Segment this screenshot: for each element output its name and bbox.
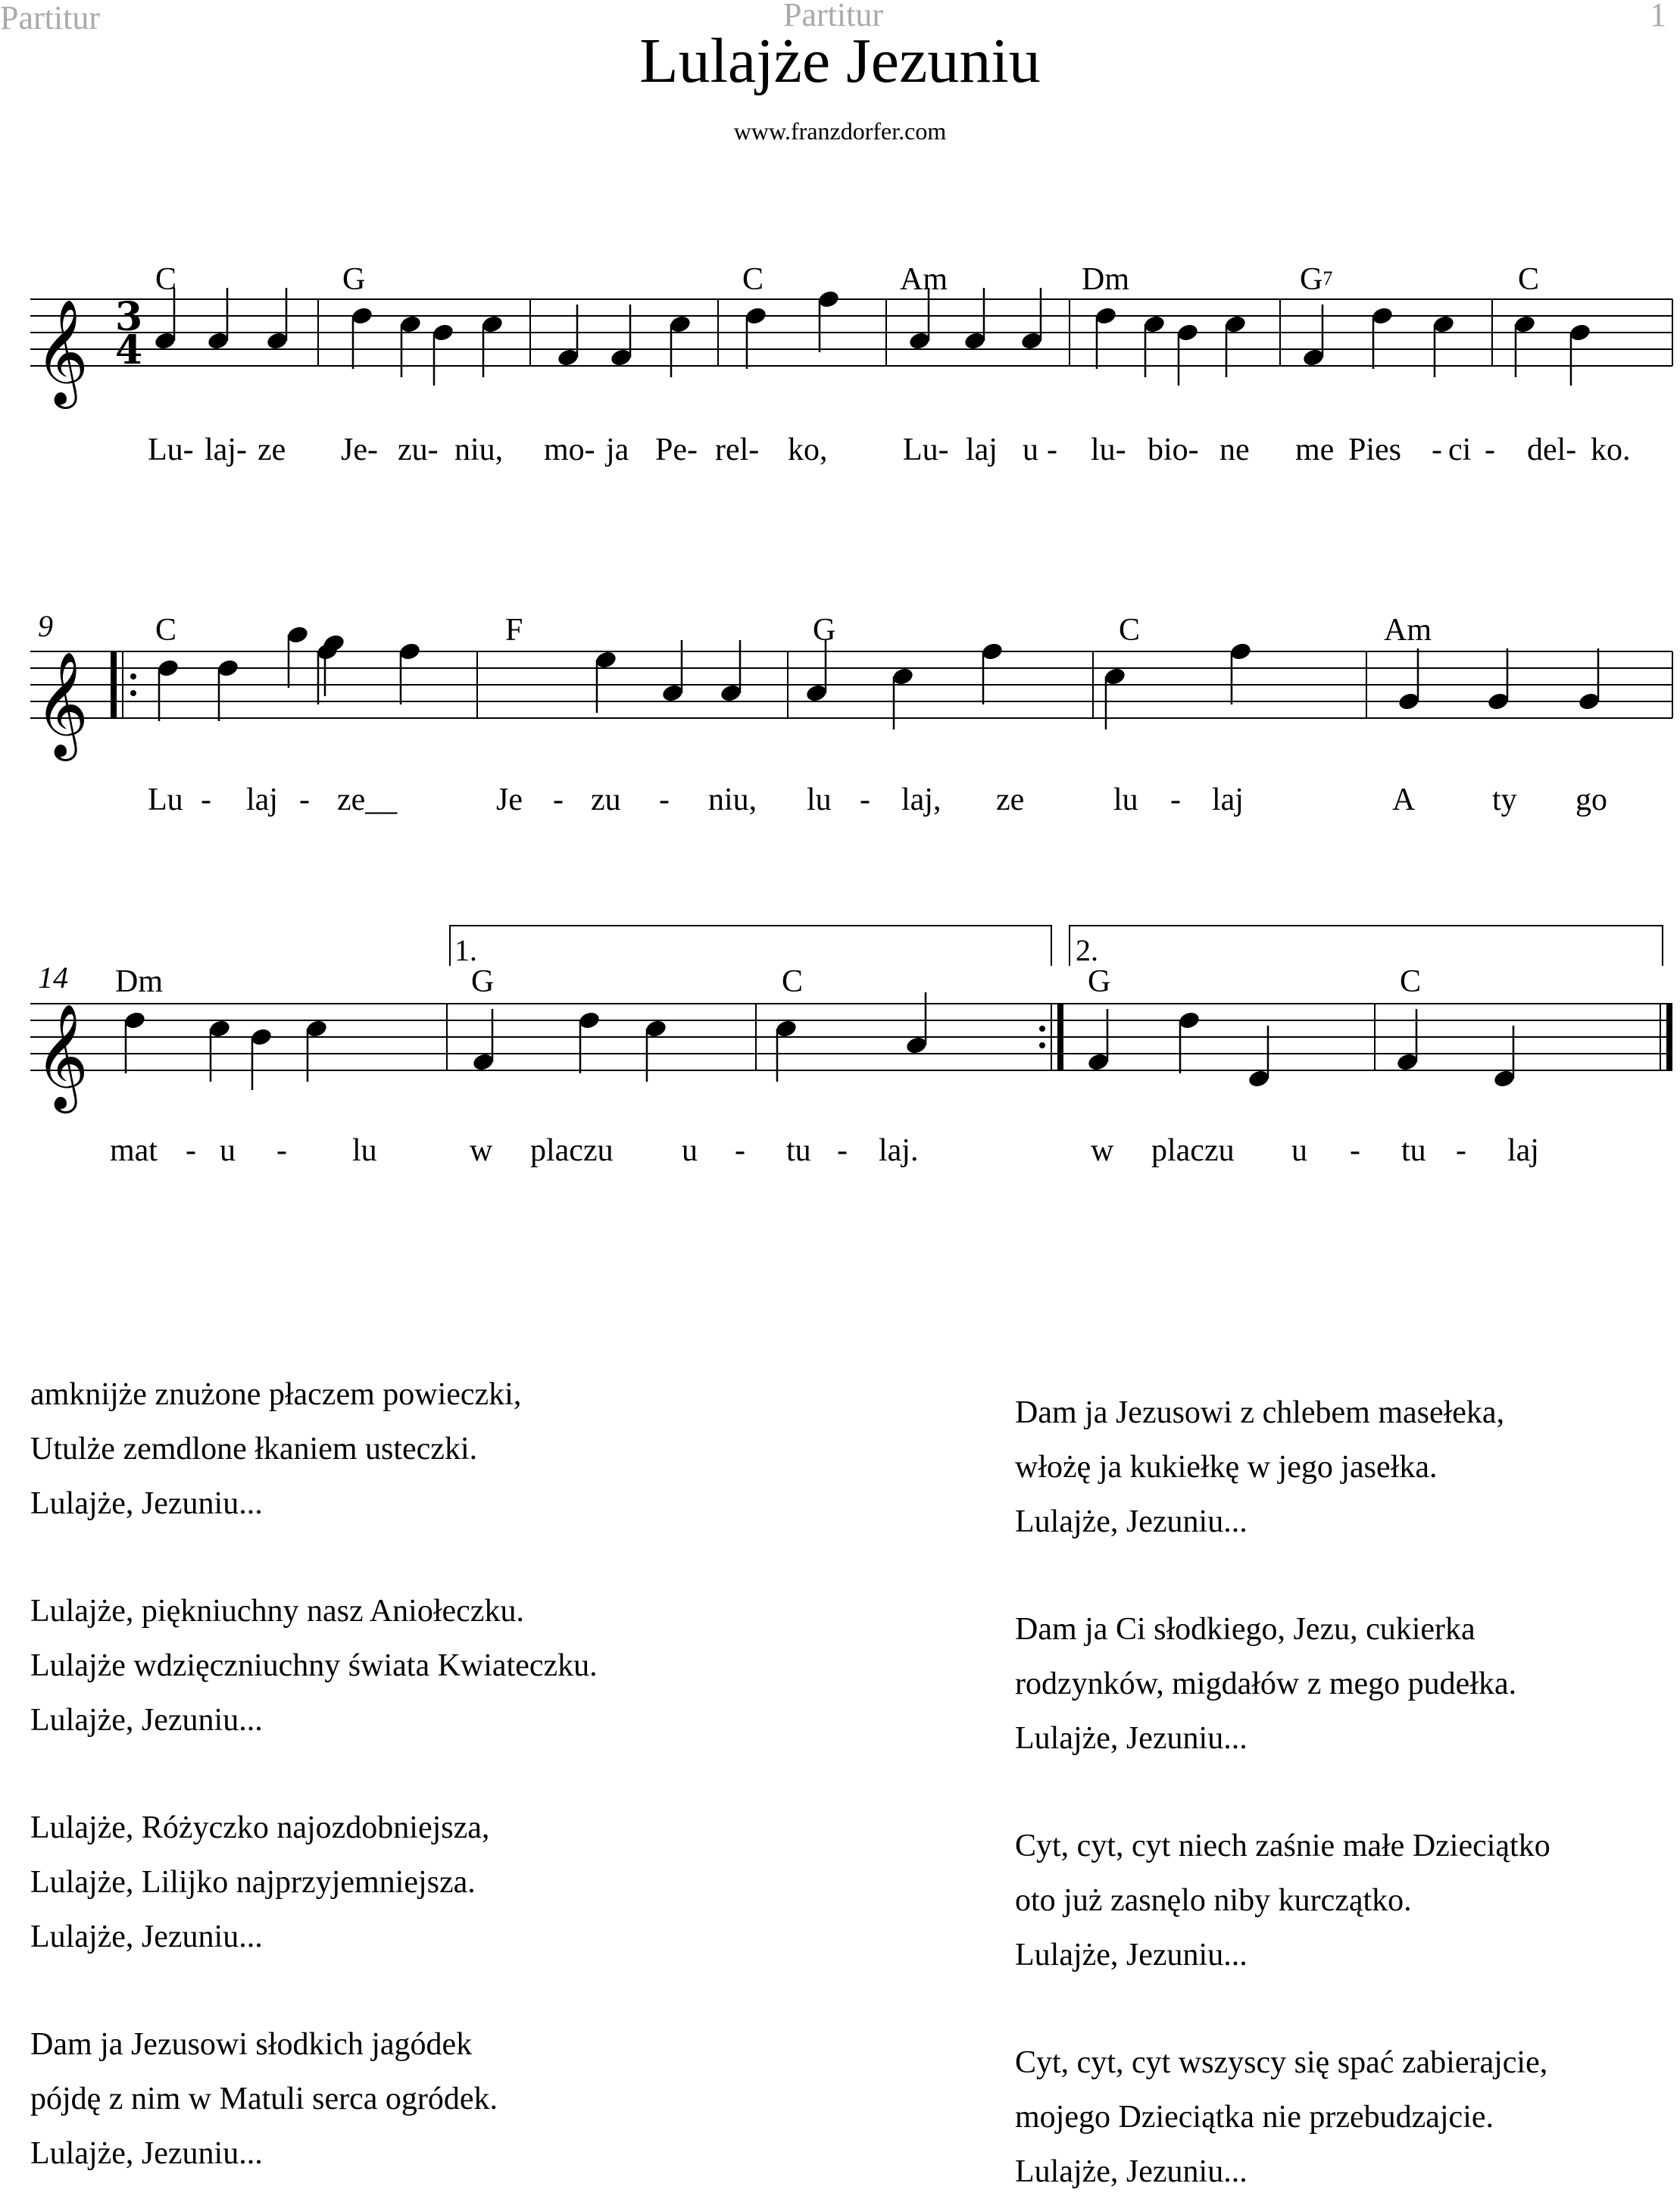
lyric-syllable: - [299, 782, 310, 817]
lyric-syllable: - [186, 1133, 196, 1168]
verse-line: Dam ja Jezusowi z chlebem masełeka, [1015, 1395, 1505, 1430]
lyric-syllable: - [1432, 433, 1442, 467]
lyric-syllable: - [201, 782, 211, 817]
verse-line: Lulajże, Jezuniu... [30, 1919, 263, 1954]
chord-symbol [1518, 261, 1539, 298]
lyric-syllable: - [735, 1133, 745, 1168]
chord-symbol [1300, 261, 1332, 298]
volta-label-2: 2. [1076, 933, 1098, 967]
lyric-syllable: - [837, 1133, 848, 1168]
chord-root: G [1300, 262, 1323, 297]
chord-root: C [782, 964, 804, 999]
verse-stanza [1015, 1602, 1680, 1766]
lyric-syllable: ko, [788, 433, 828, 467]
lyric-syllable: laj [966, 433, 998, 467]
verse-stanza [30, 2017, 863, 2181]
header-left-label: Partitur [0, 0, 100, 36]
verse-line: włożę ja kukiełkę w jego jasełka. [1015, 1450, 1438, 1485]
lyric-syllable: ci [1448, 433, 1472, 467]
chord-symbol [782, 964, 803, 1000]
chord-symbol [342, 261, 365, 298]
chord-root: Am [1384, 613, 1432, 648]
lyric-syllable: zu [591, 782, 621, 817]
lyric-syllable: - [1170, 782, 1181, 817]
time-signature-bottom: 4 [115, 327, 143, 373]
chord-root: C [1400, 964, 1422, 999]
verses-left-column [30, 1367, 863, 2181]
treble-clef-icon: 𝄞 [35, 299, 89, 405]
verse-line: Cyt, cyt, cyt wszyscy się spać zabierajcie, [1015, 2045, 1548, 2080]
verse-stanza [30, 1367, 863, 1531]
verse-gap [30, 1748, 863, 1801]
verse-line: Dam ja Jezusowi słodkich jagódek [30, 2027, 473, 2062]
verse-stanza [1015, 2035, 1680, 2199]
lyric-syllable: Lu [148, 782, 183, 817]
verse-gap [1015, 1766, 1680, 1819]
lyric-syllable: A [1392, 782, 1416, 817]
chord-symbol [900, 261, 948, 298]
lyric-syllable: placzu [1151, 1133, 1235, 1168]
lyric-syllable: ko. [1591, 433, 1631, 467]
repeat-dot [130, 690, 136, 696]
lyric-syllable: del- [1527, 433, 1577, 467]
verse-line: Lulajże, piękniuchny nasz Aniołeczku. [30, 1594, 524, 1629]
treble-clef-icon: 𝄞 [35, 1004, 89, 1109]
lyric-syllable: w [470, 1133, 493, 1168]
lyric-syllable: zu- [398, 433, 439, 467]
lyric-syllable: - [860, 782, 870, 817]
lyric-syllable: Lu- [148, 433, 194, 467]
lyric-syllable: Pies [1348, 433, 1402, 467]
verse-gap [30, 1531, 863, 1584]
page-title: Lulajże Jezuniu [639, 26, 1041, 96]
verse-line: Lulajże wdzięczniuchny świata Kwiateczku. [30, 1648, 598, 1683]
chord-root: C [155, 613, 177, 648]
verse-stanza [1015, 1385, 1680, 1549]
verse-line: Lulajże, Jezuniu... [30, 2136, 263, 2171]
volta-bracket-1 [450, 926, 1051, 966]
lyric-syllable: laj [246, 782, 278, 817]
chord-symbol [813, 612, 835, 648]
lyric-syllable: lu [352, 1133, 377, 1168]
verse-line: Lulajże, Lilijko najprzyjemniejsza. [30, 1865, 476, 1900]
verse-line: pójdę z nim w Matuli serca ogródek. [30, 2082, 498, 2116]
lyric-syllable: u [682, 1133, 698, 1168]
verse-line: Dam ja Ci słodkiego, Jezu, cukierka [1015, 1612, 1475, 1647]
verse-line: Utulże zemdlone łkaniem usteczki. [30, 1432, 478, 1467]
repeat-dot [130, 673, 136, 679]
chord-root: G [342, 262, 366, 297]
lyric-syllable: u [220, 1133, 236, 1168]
verse-line: rodzynków, migdałów z mego pudełka. [1015, 1666, 1517, 1701]
chord-symbol [1119, 612, 1140, 648]
lyric-syllable: go [1575, 782, 1607, 817]
lyric-syllable: w [1091, 1133, 1114, 1168]
lyric-syllable: - [1047, 433, 1057, 467]
lyric-syllable: ne [1219, 433, 1250, 467]
verse-stanza [1015, 1819, 1680, 1982]
lyric-syllable: u [1291, 1133, 1307, 1168]
lyric-syllable: laj [1212, 782, 1244, 817]
chord-root: C [1119, 613, 1141, 648]
treble-clef-icon: 𝄞 [35, 651, 89, 757]
lyric-syllable: lu [807, 782, 832, 817]
measure-number: 14 [38, 961, 68, 995]
verses-right-column [1015, 1385, 1680, 2199]
verse-line: mojego Dzieciątka nie przebudzajcie. [1015, 2100, 1494, 2135]
chord-extension: 7 [1322, 267, 1333, 289]
chord-root: G [471, 964, 495, 999]
chord-symbol [155, 612, 176, 648]
chord-symbol [1082, 261, 1129, 298]
chord-symbol [1384, 612, 1432, 648]
time-signature-top: 3 [115, 294, 143, 340]
chord-root: G [813, 613, 836, 648]
lyric-syllable: - [276, 1133, 287, 1168]
chord-symbol [1400, 964, 1421, 1000]
lyric-syllable: bio- [1148, 433, 1199, 467]
verse-gap [30, 1964, 863, 2017]
verse-stanza [30, 1801, 863, 1964]
lyric-syllable: - [1456, 1133, 1466, 1168]
chord-symbol [115, 964, 163, 1000]
chord-root: Am [900, 262, 948, 297]
chord-symbol [471, 964, 494, 1000]
lyric-syllable: niu, [708, 782, 757, 817]
lyric-syllable: ze [996, 782, 1025, 817]
chord-symbol [742, 261, 763, 298]
verse-line: Lulajże, Jezuniu... [1015, 1504, 1248, 1539]
chord-root: G [1088, 964, 1111, 999]
lyric-syllable: Je [496, 782, 523, 817]
lyric-syllable: placzu [530, 1133, 614, 1168]
lyric-syllable: lu- [1091, 433, 1126, 467]
page-number: 1 [1650, 0, 1666, 33]
chord-root: C [742, 262, 764, 297]
lyric-syllable: lu [1113, 782, 1138, 817]
lyric-syllable: laj- [205, 433, 247, 467]
verse-gap [1015, 1549, 1680, 1602]
volta-label-1: 1. [454, 933, 477, 967]
chord-root: C [155, 262, 177, 297]
lyric-syllable: laj, [901, 782, 941, 817]
measure-number: 9 [38, 609, 53, 643]
lyric-syllable: - [553, 782, 564, 817]
page-subtitle: www.franzdorfer.com [733, 117, 947, 145]
verse-line: Lulajże, Jezuniu... [1015, 2154, 1248, 2189]
repeat-dot [1039, 1042, 1045, 1048]
chord-symbol [505, 612, 523, 648]
chord-root: C [1518, 262, 1540, 297]
lyric-syllable: - [1485, 433, 1495, 467]
chord-root: F [505, 613, 523, 648]
repeat-dot [1039, 1026, 1045, 1032]
lyric-syllable: ty [1492, 782, 1517, 817]
verse-stanza [30, 1584, 863, 1748]
verse-gap [1015, 1982, 1680, 2035]
lyric-syllable: Je- [341, 433, 378, 467]
lyric-syllable: mo- [544, 433, 595, 467]
lyric-syllable: me [1295, 433, 1335, 467]
chord-root: Dm [115, 964, 163, 999]
lyric-syllable: laj [1507, 1133, 1539, 1168]
lyric-syllable: niu, [454, 433, 504, 467]
verse-line: Lulajże, Różyczko najozdobniejsza, [30, 1810, 490, 1845]
chord-symbol [1088, 964, 1110, 1000]
lyric-syllable: laj. [879, 1133, 919, 1168]
lyric-syllable: tu [786, 1133, 811, 1168]
chord-root: Dm [1082, 262, 1129, 297]
lyric-syllable: mat [110, 1133, 158, 1168]
header-center-label: Partitur [783, 0, 883, 33]
lyric-syllable: u [1023, 433, 1038, 467]
verse-line: Lulajże, Jezuniu... [1015, 1721, 1248, 1756]
lyric-syllable: Lu- [903, 433, 949, 467]
lyric-syllable: ze__ [337, 782, 398, 817]
verse-line: amknijże znużone płaczem powieczki, [30, 1377, 522, 1412]
lyric-syllable: Pe- [655, 433, 698, 467]
verse-line: Cyt, cyt, cyt niech zaśnie małe Dzieciątko [1015, 1829, 1550, 1863]
verse-line: Lulajże, Jezuniu... [30, 1703, 263, 1738]
verse-line: Lulajże, Jezuniu... [1015, 1938, 1248, 1973]
verse-line: oto już zasnęlo niby kurczątko. [1015, 1883, 1412, 1918]
lyric-syllable: ze [258, 433, 286, 467]
lyric-syllable: - [1350, 1133, 1360, 1168]
chord-symbol [155, 261, 176, 298]
lyric-syllable: rel- [715, 433, 760, 467]
lyric-syllable: ja [606, 433, 629, 467]
volta-bracket-2 [1070, 926, 1663, 966]
verse-line: Lulajże, Jezuniu... [30, 1486, 263, 1521]
lyric-syllable: - [659, 782, 670, 817]
lyric-syllable: tu [1401, 1133, 1426, 1168]
